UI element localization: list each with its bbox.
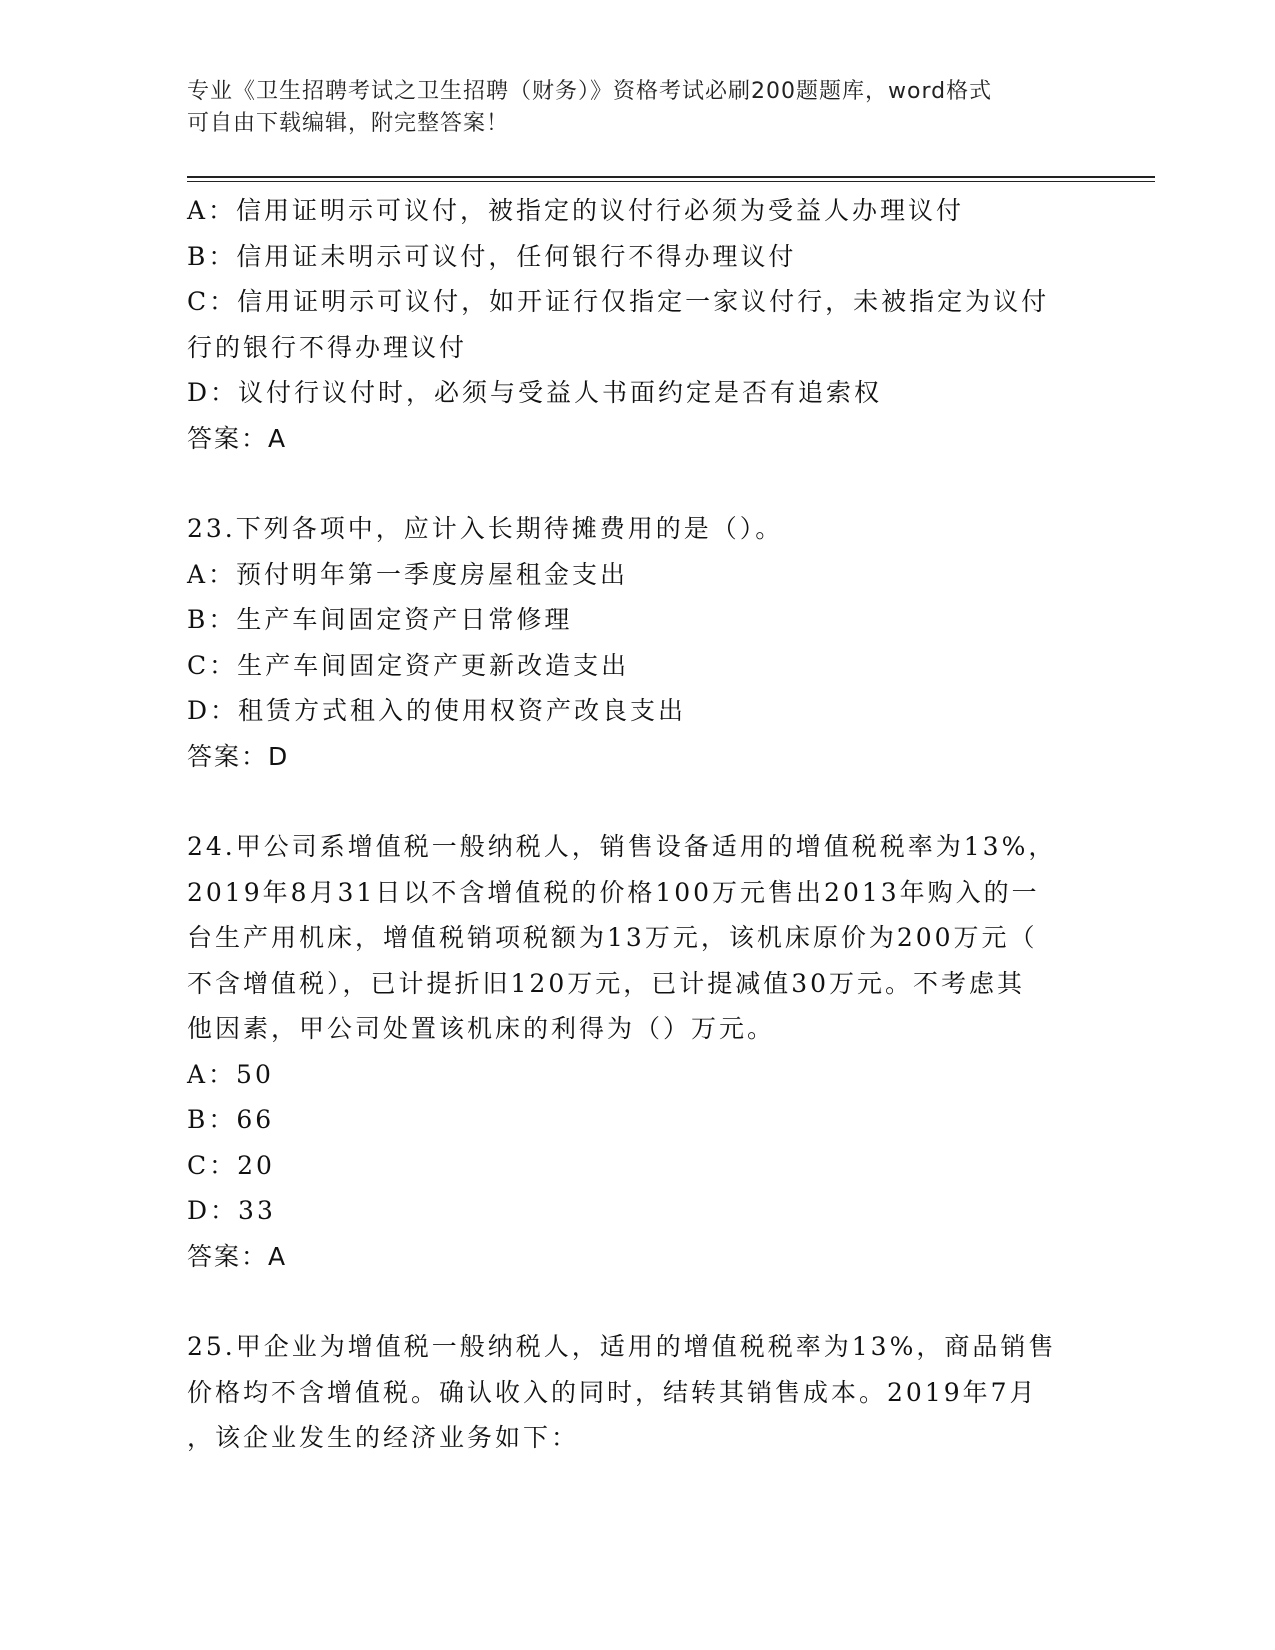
option-a: A：预付明年第一季度房屋租金支出 xyxy=(187,559,629,589)
question-24 xyxy=(187,824,1087,1279)
option-a: A：50 xyxy=(187,1059,274,1089)
question-stem: 2019年8月31日以不含增值税的价格100万元售出2013年购入的一 xyxy=(187,877,1040,907)
option-c: C：信用证明示可议付，如开证行仅指定一家议付行，未被指定为议付 xyxy=(187,287,1050,316)
question-23 xyxy=(187,506,1087,779)
question-stem: 他因素，甲公司处置该机床的利得为（）万元。 xyxy=(187,1014,776,1043)
question-stem: 24.甲公司系增值税一般纳税人，销售设备适用的增值税税率为13%， xyxy=(187,832,1057,861)
question-25 xyxy=(187,1324,1087,1461)
option-b: B：信用证未明示可议付，任何银行不得办理议付 xyxy=(187,241,797,271)
header-line: 专业《卫生招聘考试之卫生招聘（财务）》资格考试必刷200题题库，word格式 xyxy=(187,79,993,104)
question-stem: 25.甲企业为增值税一般纳税人，适用的增值税税率为13%，商品销售 xyxy=(187,1332,1057,1361)
answer-line: 答案：A xyxy=(187,423,288,453)
question-stem: 23.下列各项中，应计入长期待摊费用的是（）。 xyxy=(187,514,784,543)
option-b: B：生产车间固定资产日常修理 xyxy=(187,605,573,634)
document-body xyxy=(187,188,1087,1461)
answer-line: 答案：D xyxy=(187,741,290,771)
option-d: D：租赁方式租入的使用权资产改良支出 xyxy=(187,696,687,725)
option-b: B：66 xyxy=(187,1105,275,1134)
spacer xyxy=(187,1279,1087,1324)
option-a: A：信用证明示可议付，被指定的议付行必须为受益人办理议付 xyxy=(187,196,965,225)
answer-line: 答案：A xyxy=(187,1241,288,1271)
document-header xyxy=(187,76,1067,140)
option-c: C：20 xyxy=(187,1150,275,1180)
header-line: 可自由下载编辑，附完整答案！ xyxy=(187,111,510,136)
question-stem: 价格均不含增值税。确认收入的同时，结转其销售成本。2019年7月 xyxy=(187,1377,1038,1407)
option-d: D：议付行议付时，必须与受益人书面约定是否有追索权 xyxy=(187,378,883,407)
option-c: C：生产车间固定资产更新改造支出 xyxy=(187,650,630,680)
question-stem: 不含增值税），已计提折旧120万元，已计提减值30万元。不考虑其 xyxy=(187,968,1026,998)
question-22 xyxy=(187,188,1087,461)
option-c-continued: 行的银行不得办理议付 xyxy=(187,332,468,362)
question-stem: 台生产用机床，增值税销项税额为13万元，该机床原价为200万元（ xyxy=(187,923,1038,952)
header-divider xyxy=(187,176,1155,182)
question-stem: ，该企业发生的经济业务如下： xyxy=(187,1423,580,1452)
spacer xyxy=(187,461,1087,506)
spacer xyxy=(187,779,1087,824)
option-d: D：33 xyxy=(187,1196,276,1225)
